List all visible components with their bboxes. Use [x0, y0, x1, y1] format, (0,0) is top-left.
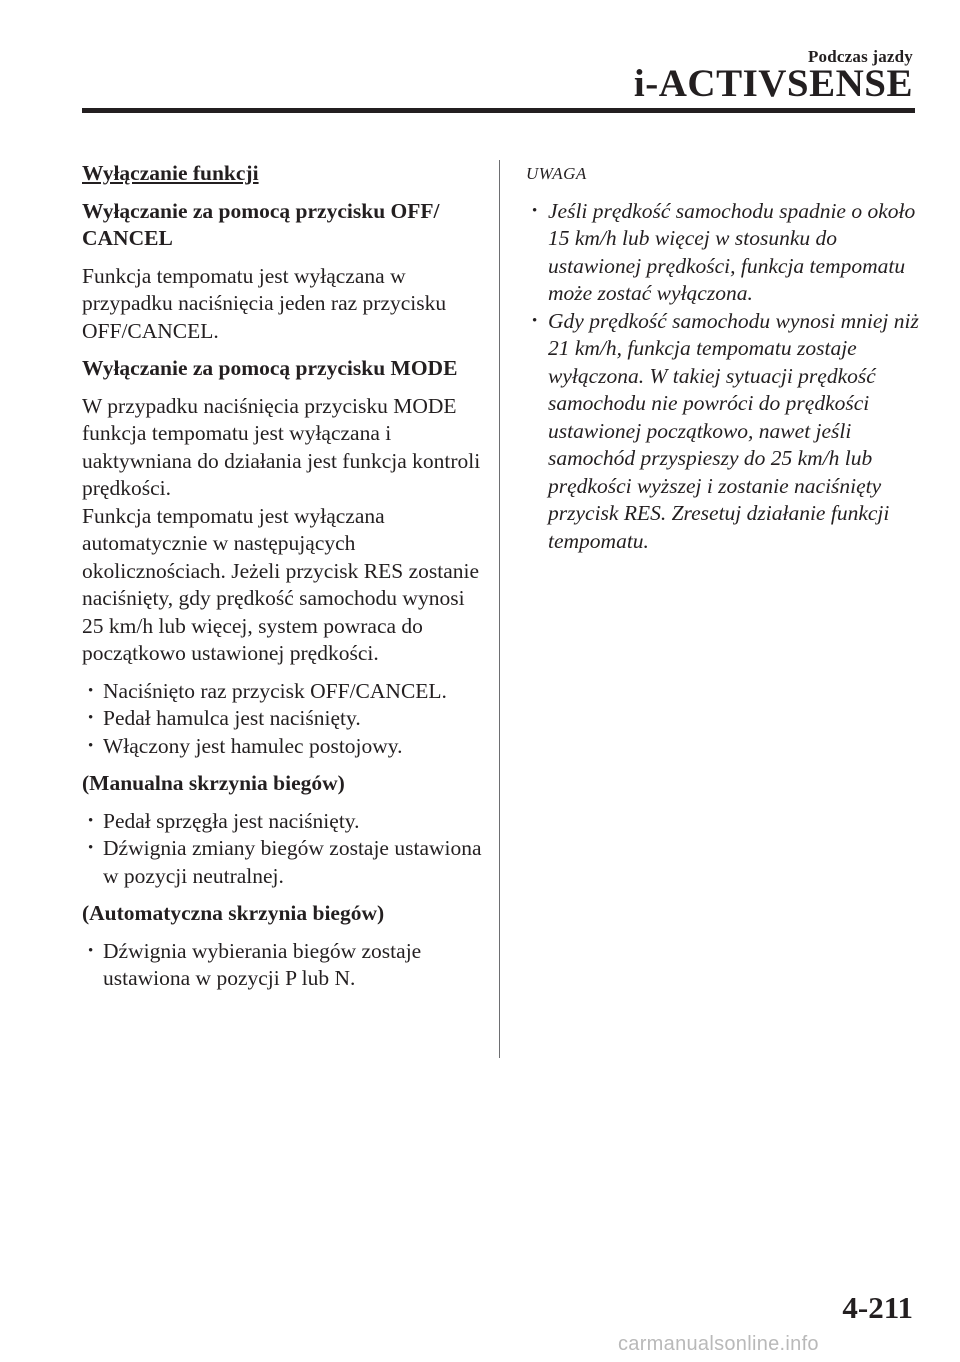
bullet-icon: • [88, 942, 94, 959]
section-title: Wyłączanie funkcji [82, 161, 259, 185]
note-list [526, 198, 926, 556]
bullet-icon: • [88, 812, 94, 829]
column-divider [499, 160, 500, 1058]
list-item [82, 733, 482, 761]
automatic-transmission-list [82, 938, 482, 993]
note-item [526, 198, 926, 308]
list-item [82, 808, 482, 836]
list-item-text: Naciśnięto raz przycisk OFF/CANCEL. [103, 678, 447, 703]
auto-off-list [82, 678, 482, 761]
list-item-text: Dźwignia zmiany biegów zostaje ustawiona w pozycji neutralnej. [103, 836, 482, 888]
paragraph-mode: W przypadku naciśnięcia przycisku MODE funkcja tempomatu jest wyłączana i uaktywniana do działania jest funkcja kontroli prędkości. [82, 393, 481, 500]
note-item-text: Jeśli prędkość samochodu spadnie o około 15 km/h lub więcej w stosunku do ustawionej prędkości, funkcja tempomatu może zostać wyłączona. [548, 198, 916, 305]
bullet-icon: • [88, 840, 94, 856]
left-column [82, 160, 482, 1003]
note-title: UWAGA [526, 164, 587, 183]
list-item [82, 678, 482, 706]
note-column [526, 160, 926, 565]
bullet-icon: • [88, 710, 94, 726]
subsection-title-mode: Wyłączanie za pomocą przycisku MODE [82, 356, 458, 380]
paragraph-off-cancel: Funkcja tempomatu jest wyłączana w przypadku naciśnięcia jeden raz przycisku OFF/CANCEL. [82, 263, 447, 343]
list-item-text: Pedał hamulca jest naciśnięty. [103, 706, 361, 730]
bullet-icon: • [532, 312, 538, 329]
list-item-text: Włączony jest hamulec postojowy. [103, 733, 403, 758]
subsection-title-off-cancel: Wyłączanie za pomocą przycisku OFF/ CANCEL [82, 198, 440, 250]
watermark: carmanualsonline.info [618, 1333, 819, 1355]
note-item-text: Gdy prędkość samochodu wynosi mniej niż 21 km/h, funkcja tempomatu zostaje wyłączona. W takiej sytuacji prędkość samochodu nie powróci do prędkości ustawionej początkowo, nawet jeśli samochód przyspieszy do 25 km/h lub prędkości wyższej i zostanie naciśnięty przycisk RES. Zresetuj działanie funkcji tempomatu. [548, 308, 919, 553]
bullet-icon: • [532, 202, 538, 219]
list-item [82, 835, 482, 890]
manual-transmission-title: (Manualna skrzynia biegów) [82, 771, 345, 795]
header-rule [82, 108, 915, 113]
note-item [526, 308, 926, 556]
manual-transmission-list [82, 808, 482, 891]
section-header-label: Podczas jazdy [807, 47, 913, 66]
bullet-icon: • [88, 737, 94, 754]
automatic-transmission-title: (Automatyczna skrzynia biegów) [82, 901, 385, 925]
page-number: 4-211 [842, 1290, 913, 1325]
list-item [82, 705, 482, 733]
list-item-text: Pedał sprzęgła jest naciśnięty. [103, 808, 360, 833]
list-item [82, 938, 482, 993]
bullet-icon: • [88, 682, 94, 699]
chapter-title: i-ACTIVSENSE [633, 62, 913, 105]
list-item-text: Dźwignia wybierania biegów zostaje ustawiona w pozycji P lub N. [103, 938, 422, 990]
paragraph-auto-off: Funkcja tempomatu jest wyłączana automatycznie w następujących okolicznościach. Jeżeli przycisk RES zostanie naciśnięty, gdy prędkość samochodu wynosi 25 km/h lub więcej, system powraca do początkowo ustawionej prędkości. [82, 503, 480, 665]
